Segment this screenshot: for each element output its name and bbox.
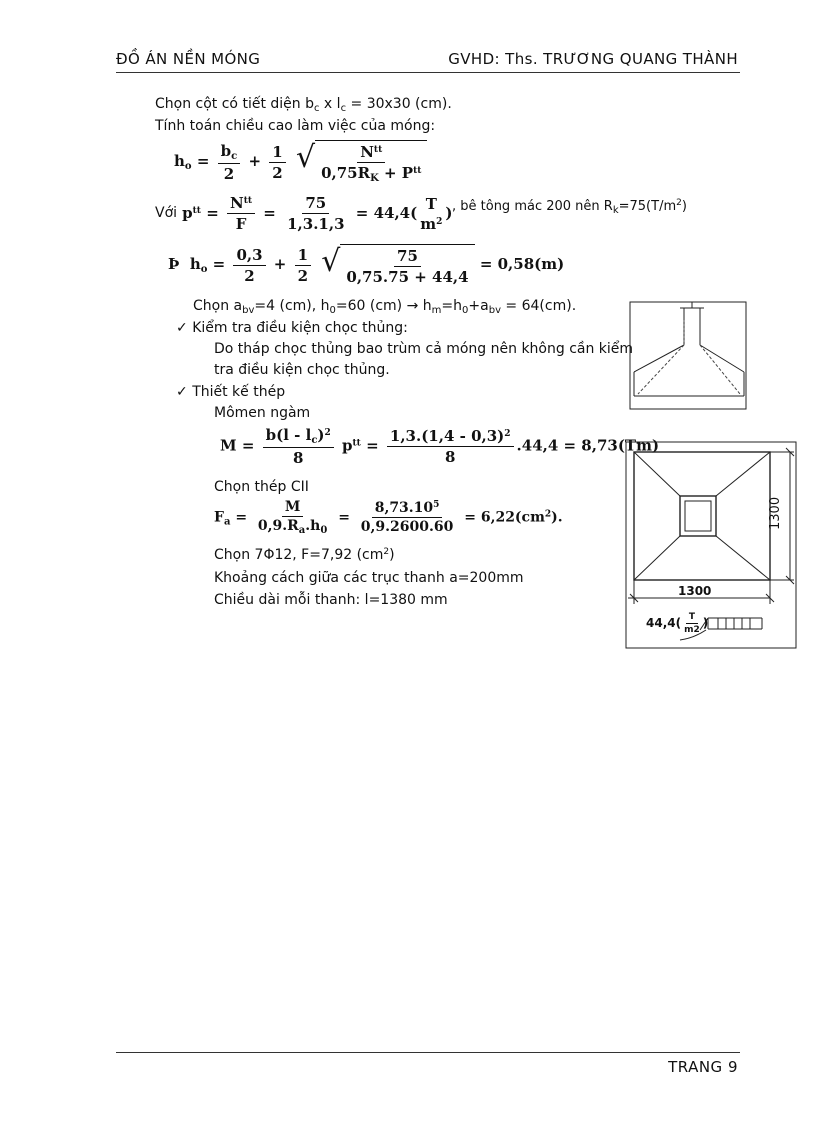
concrete-grade-note: , bê tông mác 200 nên $R_k=75(T/m^2)$	[452, 198, 687, 216]
steel-grade-line: Chọn thép CII	[214, 479, 309, 495]
plan-dimension-bottom: 1300	[678, 584, 712, 598]
header-title-right: GVHD: Ths. TRƯƠNG QUANG THÀNH	[448, 50, 738, 68]
rebar-choice-line: Chọn 7Φ12, F=7,92 $(cm^2)$	[214, 547, 395, 563]
equation-h0-result: Þ $h_o$ = $\frac{0,3}{2}$ + $\frac{1}{2}$ √ $\frac{75}{0,75.75 + 44,4}$ = 0,58(m)	[168, 244, 565, 286]
footing-section-diagram	[626, 300, 750, 412]
column-section-line: Chọn cột có tiết diện $b_c$ x $l_c = 30x30$ (cm).	[155, 96, 452, 114]
cover-thickness-line: Chọn $a_{bv}=4$ (cm), $h_0=60$ $(cm) \to h_m=h_0+a_{bv} = 64(cm)$.	[193, 298, 577, 316]
equation-pressure: Với $p^{tt}$ = $\frac{N^{tt}}{F}$ = $\frac{75}{1,3.1,3}$ = 44,4( T $m^2$ )	[155, 194, 453, 233]
punching-note-line2: tra điều kiện chọc thủng.	[214, 362, 390, 378]
load-label: 44,4( $\frac{T}{m2}$ )	[646, 612, 709, 635]
moment-heading: Mômen ngàm	[214, 405, 311, 421]
equation-moment: M = $\frac{b(l - l_c)^2}{8}$ $p^{tt}$ = $\frac{1,3.(1,4 - 0,3)^2}{8}$ .44,4 = 8,73(Tm)	[220, 426, 660, 467]
checkmark-icon: ✓	[176, 320, 188, 336]
footer-rule	[116, 1052, 740, 1053]
punching-check-heading: ✓ Kiểm tra điều kiện chọc thủng:	[176, 320, 408, 336]
working-height-heading: Tính toán chiều cao làm việc của móng:	[155, 118, 436, 134]
page-number: TRANG 9	[668, 1058, 738, 1076]
steel-design-heading: ✓ Thiết kế thép	[176, 384, 286, 400]
equation-h0-formula: $h_o$ = $\frac{b_c}{2}$ + $\frac{1}{2}$ √ $\frac{N^{tt}}{0,75R_K + P^{tt}}$	[174, 140, 427, 184]
rebar-length-line: Chiều dài mỗi thanh: l=1380 mm	[214, 592, 448, 608]
header-title-left: ĐỒ ÁN NỀN MÓNG	[116, 50, 261, 68]
rebar-spacing-line: Khoảng cách giữa các trục thanh a=200mm	[214, 570, 524, 586]
punching-note-line1: Do tháp chọc thủng bao trùm cả móng nên không cần kiểm	[214, 341, 634, 357]
plan-dimension-right: 1300	[768, 496, 783, 530]
header-rule	[116, 72, 740, 73]
checkmark-icon: ✓	[176, 384, 188, 400]
equation-steel-area: $F_a$ = $\frac{M}{0,9.R_a.h_0}$ = $\frac{8,73.10^5}{0,9.2600.60}$ = $6,22(cm^2)$.	[214, 499, 563, 536]
